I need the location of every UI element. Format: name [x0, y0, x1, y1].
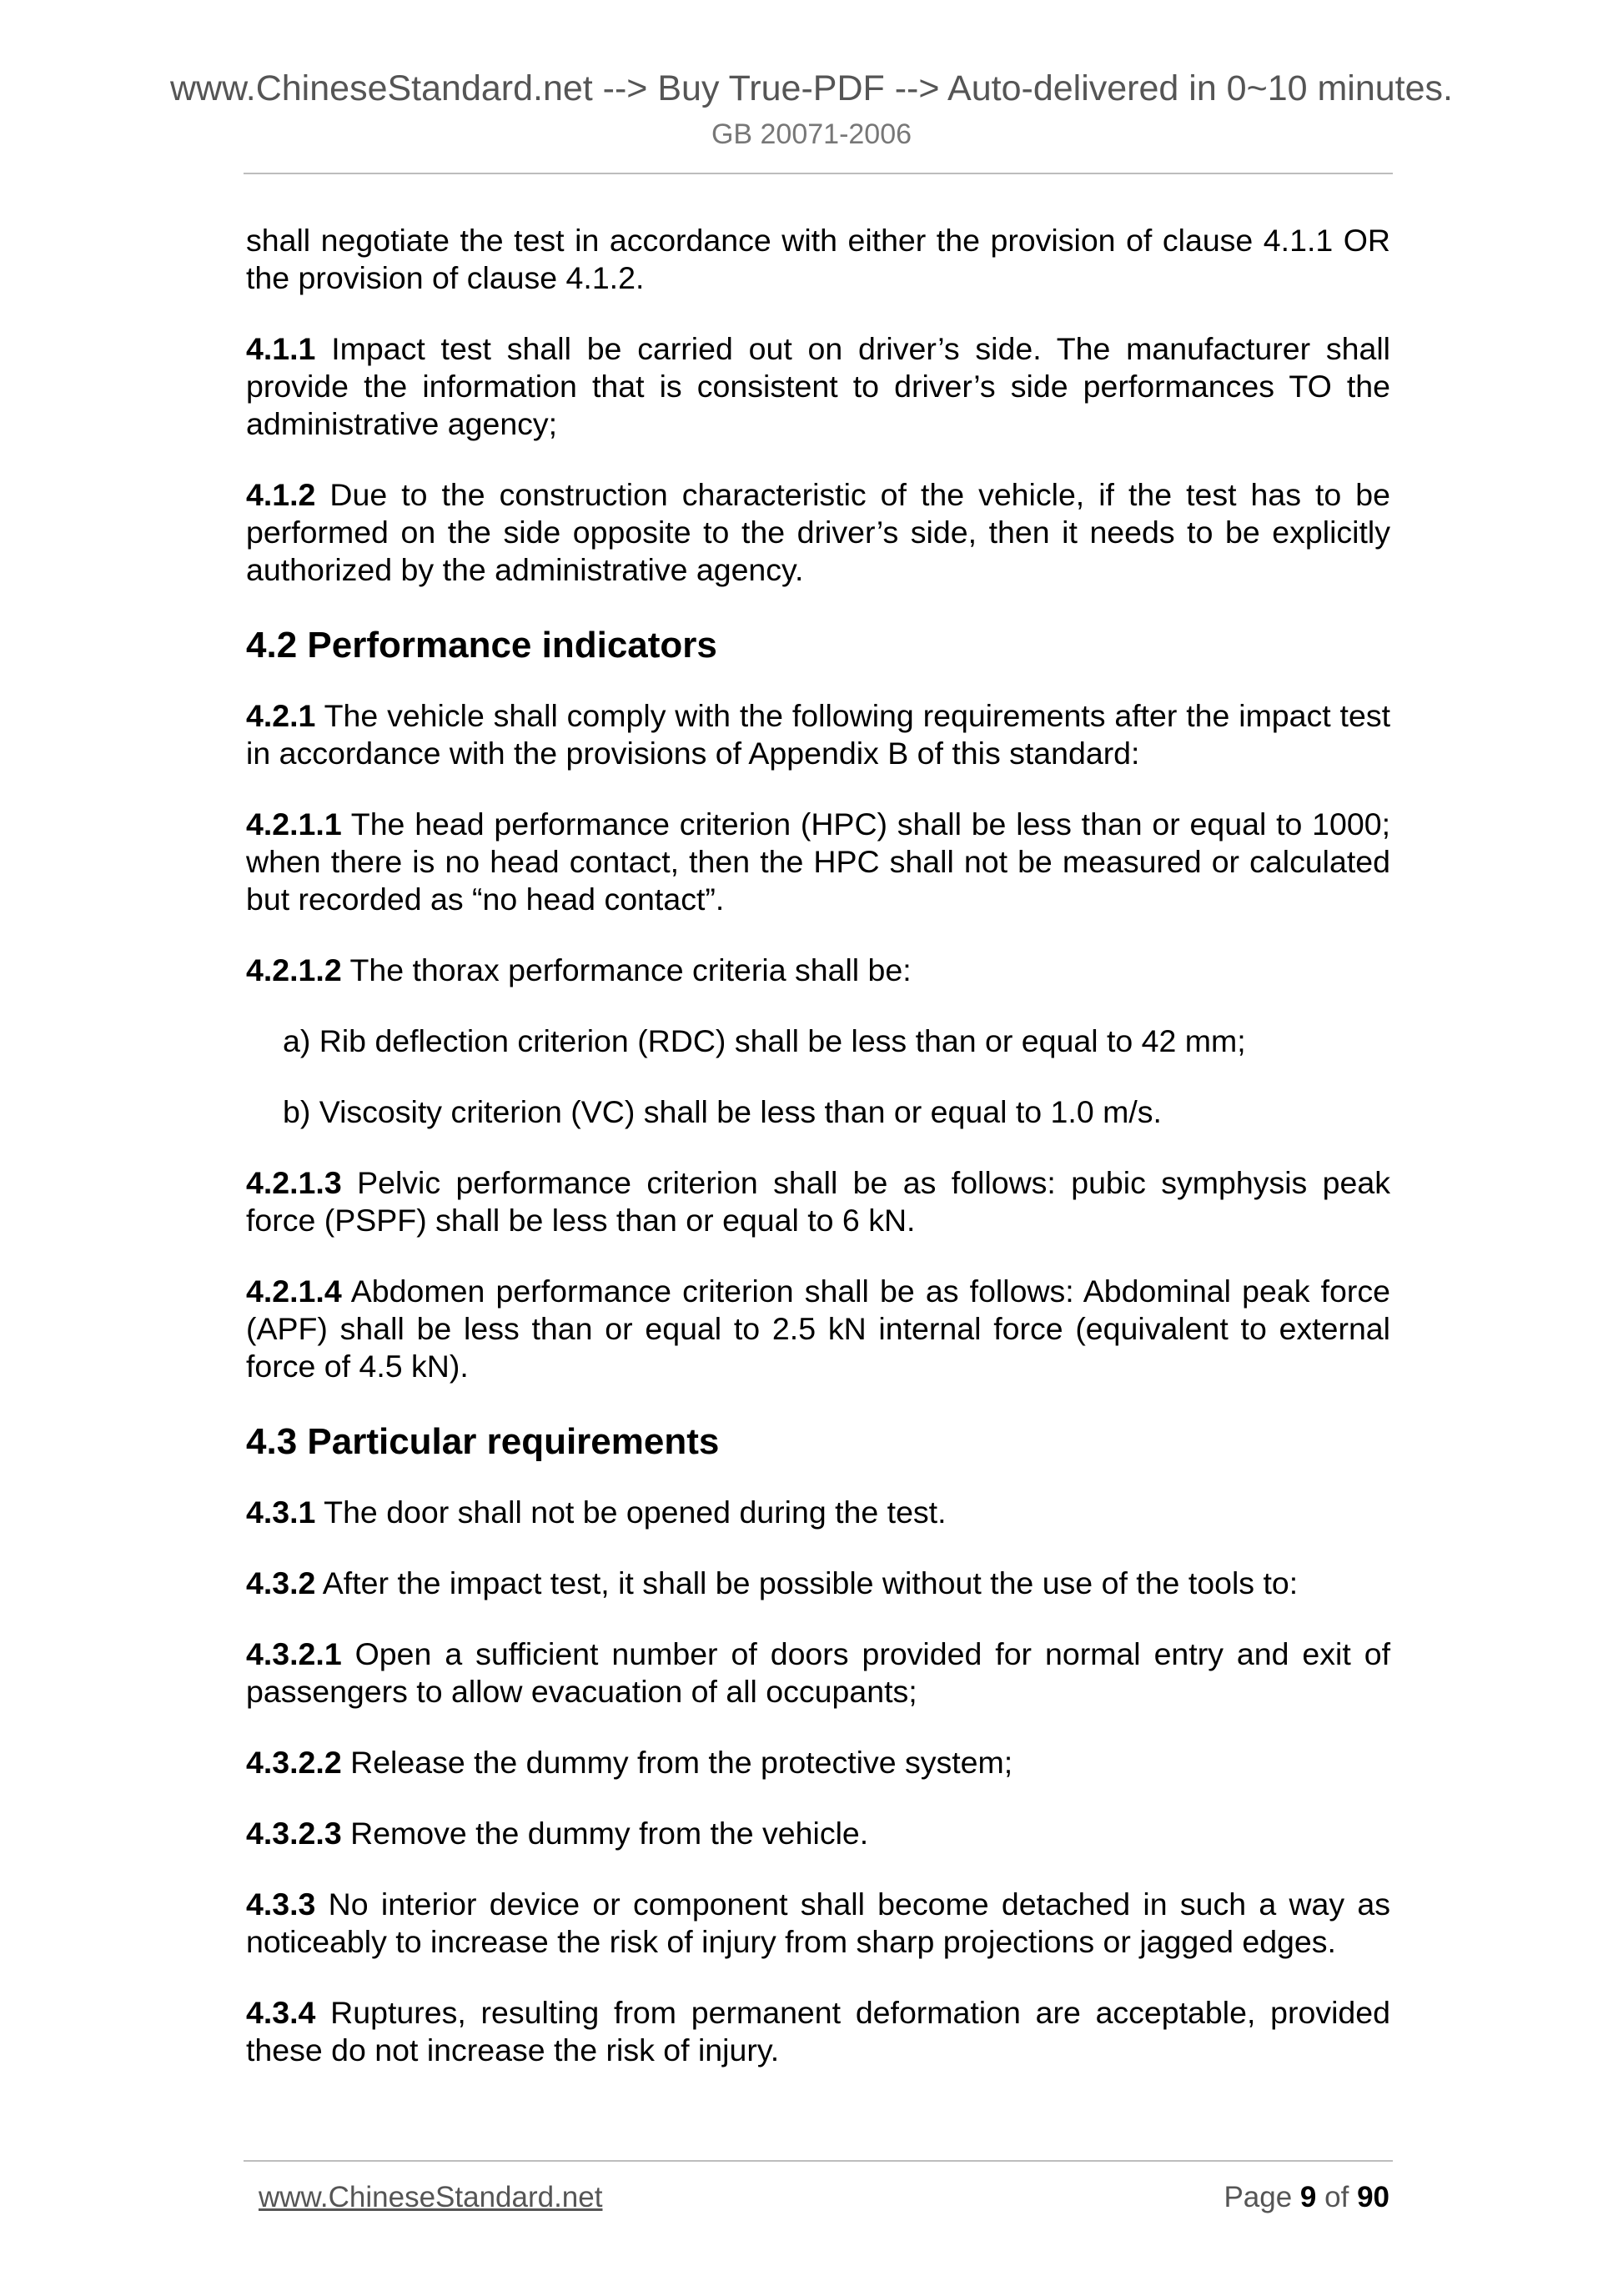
list-item-b: b) Viscosity criterion (VC) shall be less than or equal to 1.0 m/s. — [283, 1094, 1162, 1129]
clause-number: 4.2.1.1 — [246, 806, 342, 842]
clause-4-2-1 — [246, 697, 1390, 772]
footer-divider — [244, 2160, 1393, 2162]
clause-text: Impact test shall be carried out on driver’s side. The manufacturer shall provide the information that is consistent to driver’s side performances TO the administrative agency; — [246, 331, 1390, 441]
header-divider — [244, 173, 1393, 174]
clause-4-3-2 — [246, 1565, 1390, 1602]
clause-4-3-3 — [246, 1886, 1390, 1961]
clause-text: Release the dummy from the protective system; — [350, 1745, 1013, 1780]
clause-text: After the impact test, it shall be possible without the use of the tools to: — [322, 1565, 1299, 1600]
clause-4-2-1-3 — [246, 1164, 1390, 1239]
section-heading-4-3: 4.3 Particular requirements — [246, 1421, 720, 1462]
clause-number: 4.1.1 — [246, 331, 316, 366]
page-indicator — [1224, 2178, 1389, 2217]
page-number: 9 — [1299, 2181, 1317, 2213]
header-banner: www.ChineseStandard.net --> Buy True-PDF --> Auto-delivered in 0~10 minutes. — [169, 68, 1453, 108]
clause-number: 4.3.3 — [246, 1887, 316, 1922]
clause-number: 4.3.1 — [246, 1495, 316, 1530]
footer-website-link[interactable]: www.ChineseStandard.net — [259, 2181, 603, 2213]
clause-number: 4.3.4 — [246, 1995, 316, 2030]
clause-text: Abdomen performance criterion shall be as follows: Abdominal peak force (APF) shall be less than or equal to 2.5 kN internal force (equivalent to external force of 4.5 kN). — [246, 1274, 1390, 1384]
clause-4-1-1 — [246, 330, 1390, 443]
intro-text: shall negotiate the test in accordance with either the provision of clause 4.1.1 OR the provision of clause 4.1.2. — [246, 223, 1390, 295]
clause-number: 4.2.1.3 — [246, 1165, 342, 1200]
section-heading-4-2: 4.2 Performance indicators — [246, 625, 717, 666]
page-header — [0, 65, 1623, 153]
clause-4-1-2 — [246, 476, 1390, 589]
clause-4-3-1 — [246, 1494, 1390, 1531]
clause-text: The door shall not be opened during the test. — [324, 1495, 947, 1530]
clause-4-3-2-3 — [246, 1815, 1390, 1852]
clause-text: Pelvic performance criterion shall be as follows: pubic symphysis peak force (PSPF) shall be less than or equal to 6 kN. — [246, 1165, 1390, 1238]
clause-4-3-2-2 — [246, 1744, 1390, 1781]
clause-number: 4.3.2.3 — [246, 1816, 342, 1851]
clause-number: 4.2.1 — [246, 698, 316, 733]
clause-4-3-4 — [246, 1994, 1390, 2069]
clause-text: Remove the dummy from the vehicle. — [350, 1816, 869, 1851]
list-item-a: a) Rib deflection criterion (RDC) shall be less than or equal to 42 mm; — [283, 1023, 1246, 1058]
clause-text: The thorax performance criteria shall be: — [349, 952, 912, 987]
clause-4-3-2-1 — [246, 1635, 1390, 1711]
clause-4-2-1-1 — [246, 806, 1390, 918]
clause-number: 4.3.2.2 — [246, 1745, 342, 1780]
standard-id: GB 20071-2006 — [711, 118, 912, 150]
clause-number: 4.2.1.4 — [246, 1274, 342, 1309]
clause-number: 4.3.2.1 — [246, 1636, 342, 1671]
page-of: of — [1324, 2181, 1349, 2213]
clause-text: The vehicle shall comply with the following requirements after the impact test in accordance with the provisions of Appendix B of this standard: — [246, 698, 1390, 771]
page-prefix: Page — [1224, 2181, 1293, 2213]
intro-paragraph — [246, 222, 1390, 297]
clause-text: No interior device or component shall become detached in such a way as noticeably to increase the risk of injury from sharp projections or jagged edges. — [246, 1887, 1390, 1959]
clause-text: The head performance criterion (HPC) shall be less than or equal to 1000; when there is no head contact, then the HPC shall not be measured or calculated but recorded as “no head contact”. — [246, 806, 1390, 917]
clause-text: Open a sufficient number of doors provided for normal entry and exit of passengers to allow evacuation of all occupants; — [246, 1636, 1390, 1709]
clause-number: 4.3.2 — [246, 1565, 316, 1600]
clause-4-2-1-2 — [246, 952, 1390, 989]
clause-number: 4.2.1.2 — [246, 952, 342, 987]
clause-4-2-1-4 — [246, 1273, 1390, 1385]
document-body — [246, 222, 1390, 2103]
page-total: 90 — [1357, 2181, 1389, 2213]
clause-text: Ruptures, resulting from permanent deformation are acceptable, provided these do not increase the risk of injury. — [246, 1995, 1390, 2067]
clause-number: 4.1.2 — [246, 477, 316, 512]
clause-text: Due to the construction characteristic of the vehicle, if the test has to be performed on the side opposite to the driver’s side, then it needs to be explicitly authorized by the administrative agency. — [246, 477, 1390, 587]
